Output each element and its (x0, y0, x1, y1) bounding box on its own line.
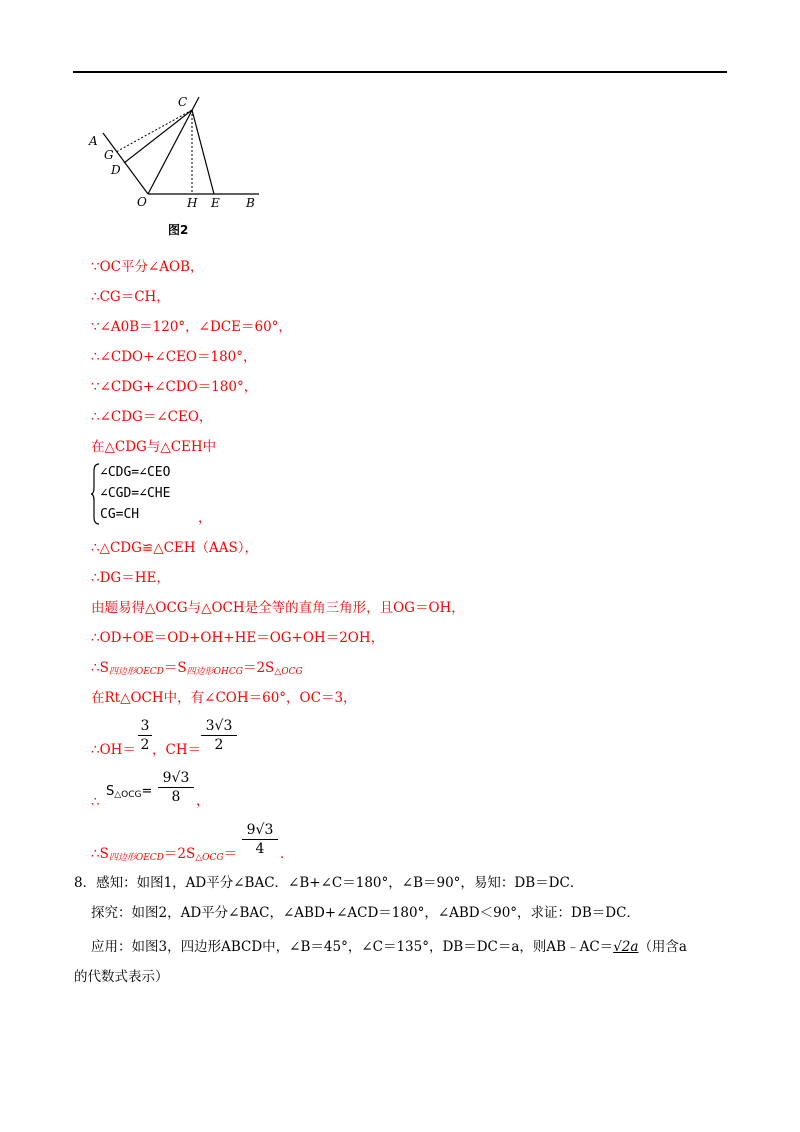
problem-8-line-3 (91, 938, 687, 956)
area-eq-part-b: ＝S (163, 660, 187, 676)
fraction-oh (138, 718, 152, 753)
fraction-oh-den: 2 (140, 737, 150, 753)
figure-caption: 图2 (168, 223, 189, 237)
problem-8-line-1: 8．感知：如图1，AD平分∠BAC．∠B+∠C＝180°，∠B＝90°，易知：DB＝DC． (74, 875, 584, 891)
s-ocg-sub: △OCG (114, 790, 142, 800)
solution-line-1: ∵OC平分∠AOB， (91, 259, 204, 275)
area-eq-sub-b: 四边形OHCG (186, 667, 243, 677)
fraction-s-ocg (158, 770, 194, 805)
solution-line-13: 在Rt△OCH中，有∠COH＝60°，OC＝3， (91, 690, 357, 706)
label-a: A (89, 134, 98, 148)
solution-line-16 (91, 845, 237, 867)
s-ocg-eq: = (141, 784, 153, 799)
oh-prefix: ∴OH＝ (91, 742, 136, 758)
system-row-3: CG=CH (100, 507, 140, 522)
solution-line-2: ∴CG＝CH， (91, 289, 170, 305)
fraction-final-num: 9√3 (246, 822, 274, 838)
solution-line-9: ∴DG＝HE， (91, 570, 170, 586)
final-eq: ＝ (223, 846, 238, 862)
solution-line-10: 由题易得△OCG与△OCH是全等的直角三角形，且OG＝OH， (91, 600, 465, 616)
area-eq-part-c: ＝2S (242, 660, 275, 676)
area-eq-sub-a: 四边形OECD (108, 667, 164, 677)
fraction-ch (201, 718, 237, 753)
s-ocg-prefix: ∴ (91, 794, 100, 810)
solution-line-12 (91, 659, 303, 681)
problem-8-line-4: 的代数式表示） (74, 969, 169, 985)
fraction-final (242, 822, 278, 857)
system-row-1: ∠CDG=∠CEO (100, 465, 171, 480)
system-row-2: ∠CGD=∠CHE (100, 486, 171, 501)
s-ocg-s: S (106, 784, 115, 799)
final-sub-a: 四边形OECD (108, 853, 164, 863)
final-part-a: ∴S (91, 846, 109, 862)
label-g: G (104, 148, 114, 162)
solution-line-7: 在△CDG与△CEH中 (91, 439, 217, 455)
header-rule (73, 71, 727, 73)
label-o: O (137, 195, 147, 209)
answer-blank: √2a (613, 939, 639, 955)
solution-line-5: ∵∠CDG+∠CDO＝180°， (91, 379, 258, 395)
system-tail: ， (198, 510, 212, 526)
fraction-final-den: 4 (255, 841, 265, 857)
geometry-figure (86, 92, 266, 242)
label-d: D (111, 163, 121, 177)
label-h: H (187, 196, 198, 210)
solution-line-11: ∴OD+OE＝OD+OH+HE＝OG+OH＝2OH， (91, 630, 385, 646)
solution-line-4: ∴∠CDO+∠CEO＝180°， (91, 349, 257, 365)
problem-8-line-3-pre: 应用：如图3，四边形ABCD中，∠B＝45°，∠C＝135°，DB＝DC＝a，则AB﹣AC＝ (91, 939, 614, 955)
fraction-ch-num: 3√3 (205, 718, 233, 734)
label-c: C (178, 95, 188, 109)
s-ocg-tail: ， (196, 793, 210, 809)
problem-8-line-3-post: （用含a (638, 939, 687, 955)
problem-8-line-2: 探究：如图2，AD平分∠BAC，∠ABD+∠ACD＝180°，∠ABD＜90°，求证：DB＝DC． (91, 905, 640, 921)
ch-prefix: ，CH＝ (152, 742, 202, 758)
label-e: E (211, 196, 220, 210)
final-tail: ． (280, 846, 294, 862)
area-eq-part-a: ∴S (91, 660, 109, 676)
fraction-ch-den: 2 (214, 737, 224, 753)
solution-line-6: ∴∠CDG＝∠CEO， (91, 409, 213, 425)
final-sub-b: △OCG (195, 853, 224, 863)
label-b: B (246, 196, 255, 210)
fraction-s-ocg-den: 8 (171, 789, 181, 805)
solution-line-8: ∴△CDG≌△CEH（AAS）， (91, 540, 259, 556)
left-brace (90, 463, 100, 525)
solution-line-3: ∵∠A0B＝120°，∠DCE＝60°， (91, 319, 292, 335)
area-eq-sub-c: △OCG (274, 667, 303, 677)
s-ocg-expr (106, 783, 152, 804)
fraction-s-ocg-num: 9√3 (162, 770, 190, 786)
fraction-oh-num: 3 (140, 718, 150, 734)
equation-system (90, 463, 210, 525)
final-part-b: ＝2S (163, 846, 196, 862)
